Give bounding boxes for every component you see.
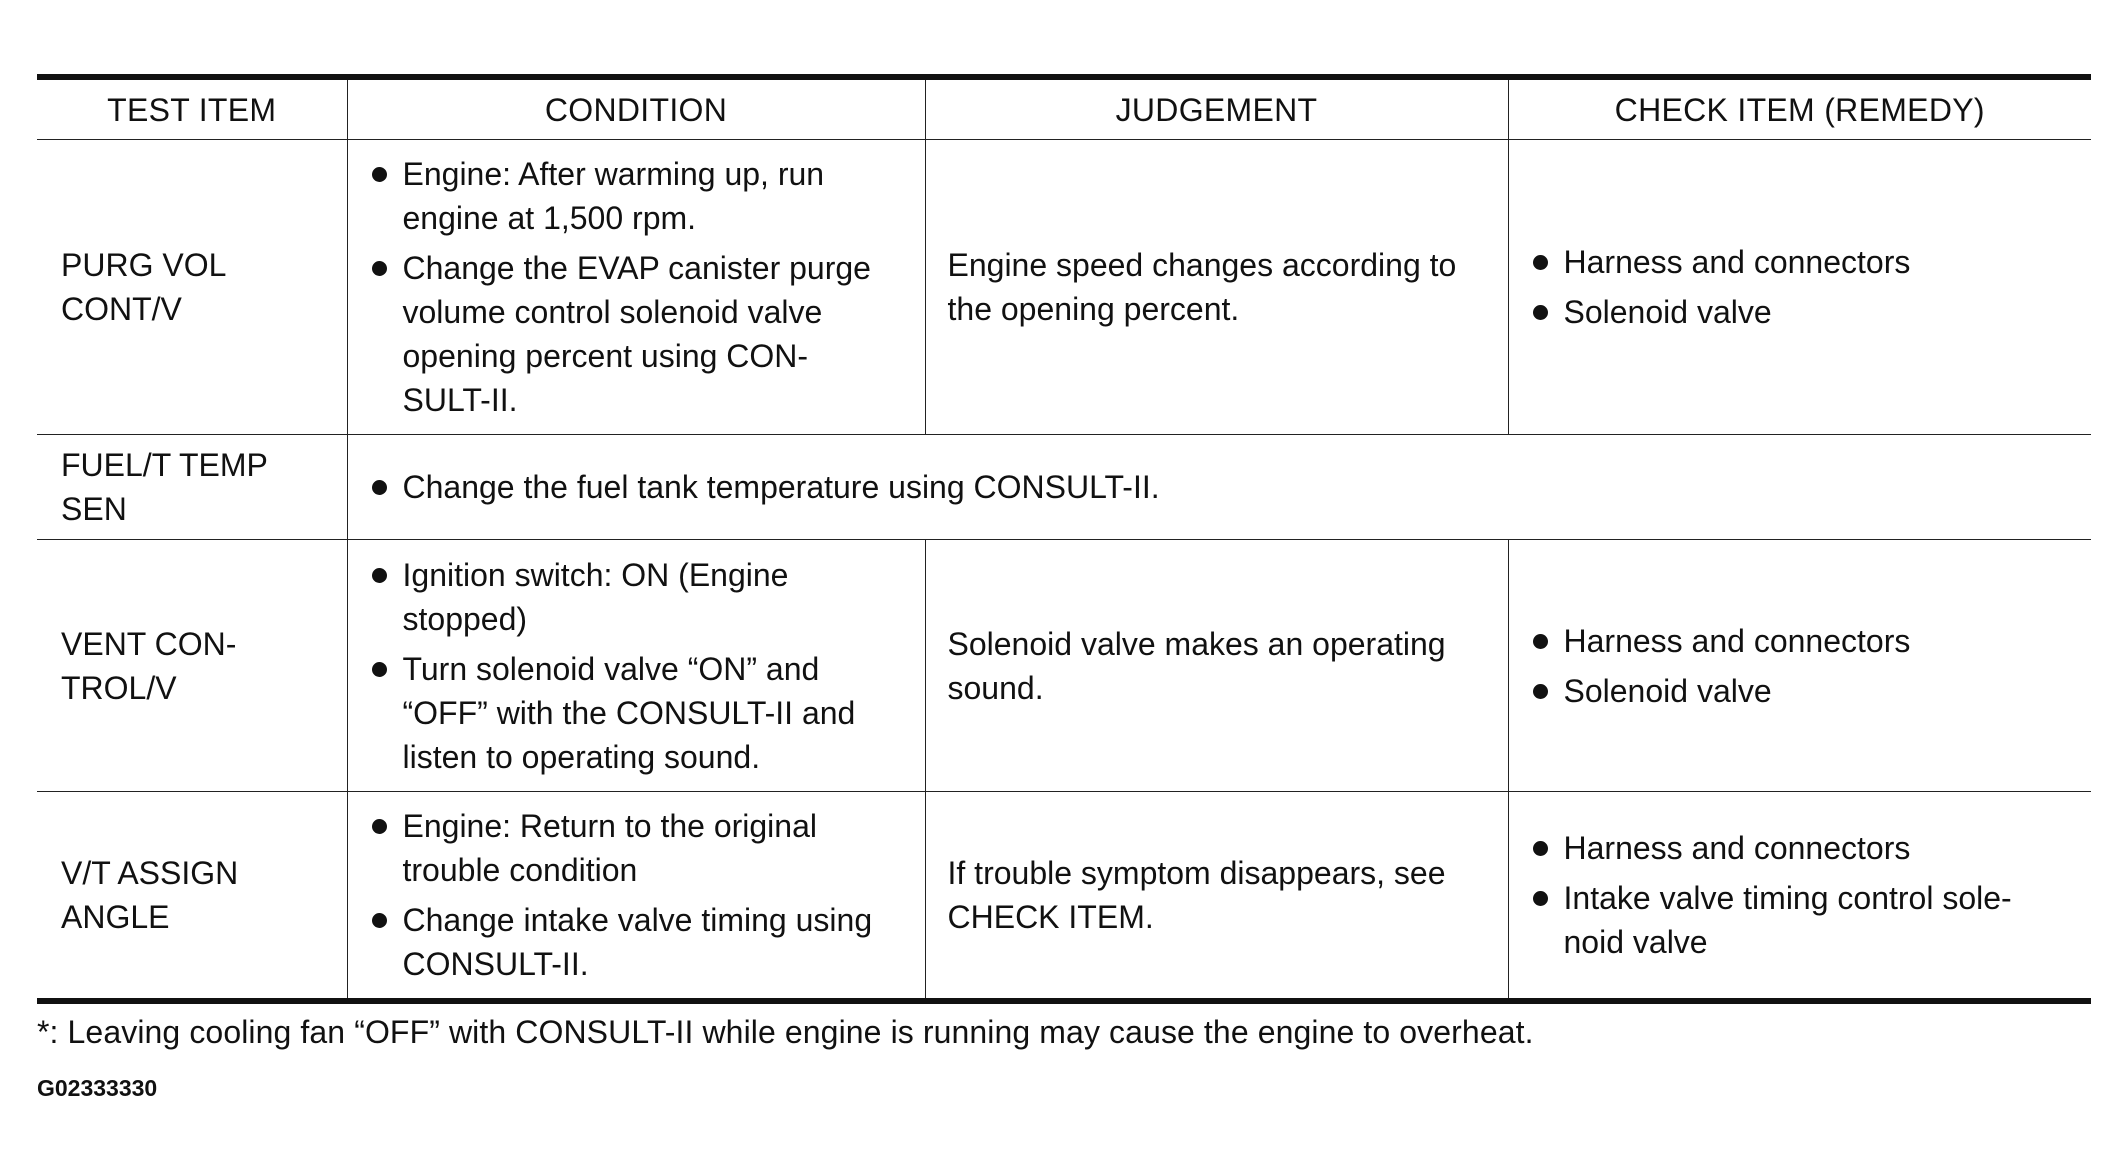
check-item-bullet bbox=[1531, 876, 2070, 964]
text-line: CONSULT-II. bbox=[402, 946, 589, 982]
check-item-bullet bbox=[1531, 619, 2070, 663]
text-line: Change the fuel tank temperature using CONSULT-II. bbox=[402, 469, 1160, 505]
test-item-cell bbox=[37, 540, 347, 792]
text-line: opening percent using CON- bbox=[402, 338, 809, 374]
text-line: Solenoid valve bbox=[1563, 672, 1772, 709]
text-line: If trouble symptom disappears, see bbox=[947, 855, 1446, 891]
condition-list bbox=[370, 804, 903, 986]
text-line: CHECK ITEM. bbox=[947, 899, 1154, 935]
text-line: “OFF” with the CONSULT-II and bbox=[402, 694, 856, 731]
check-item-bullet bbox=[1531, 290, 2070, 334]
test-item-cell bbox=[37, 140, 347, 435]
test-item-cell bbox=[37, 792, 347, 1002]
check-item-bullet bbox=[1531, 240, 2070, 284]
check-item-cell bbox=[1508, 540, 2091, 792]
text-line: Change intake valve timing using bbox=[402, 902, 873, 938]
test-item-line: SEN bbox=[61, 491, 127, 527]
condition-bullet bbox=[370, 804, 903, 892]
figure-id: G02333330 bbox=[37, 1075, 158, 1101]
table-row bbox=[37, 140, 2091, 435]
text-line: Change the EVAP canister purge bbox=[402, 250, 871, 286]
condition-bullet bbox=[370, 246, 903, 422]
text-line: Solenoid valve bbox=[1563, 294, 1772, 330]
table-header-row bbox=[37, 77, 2091, 140]
text-line: noid valve bbox=[1563, 924, 1708, 960]
judgement-cell bbox=[925, 140, 1508, 435]
condition-bullet bbox=[370, 553, 903, 641]
text-line: Engine: Return to the original bbox=[402, 808, 817, 844]
text-line: engine at 1,500 rpm. bbox=[402, 200, 697, 236]
text-line: trouble condition bbox=[402, 852, 638, 888]
text-line: Engine: After warming up, run bbox=[402, 156, 825, 192]
test-item-line: VENT CON- bbox=[61, 625, 237, 662]
judgement-cell bbox=[925, 792, 1508, 1002]
condition-bullet bbox=[370, 647, 903, 779]
test-item-line: V/T ASSIGN bbox=[61, 855, 239, 891]
text-line: Harness and connectors bbox=[1563, 622, 1911, 659]
test-item-line: FUEL/T TEMP bbox=[61, 447, 268, 483]
text-line: stopped) bbox=[402, 600, 528, 637]
check-item-cell bbox=[1508, 792, 2091, 1002]
text-line: the opening percent. bbox=[947, 291, 1240, 327]
condition-cell bbox=[347, 540, 925, 792]
condition-cell-merged bbox=[347, 435, 2091, 540]
condition-bullet bbox=[370, 465, 2070, 509]
test-item-line: TROL/V bbox=[61, 669, 177, 706]
diagnostic-table-container bbox=[37, 74, 2091, 1004]
text-line: Engine speed changes according to bbox=[947, 247, 1457, 283]
condition-cell bbox=[347, 140, 925, 435]
check-item-list bbox=[1531, 826, 2070, 964]
table-footnote: *: Leaving cooling fan “OFF” with CONSULT-II while engine is running may cause the engine to overheat. bbox=[37, 1014, 1534, 1050]
judgement-cell bbox=[925, 540, 1508, 792]
text-line: Ignition switch: ON (Engine bbox=[402, 556, 789, 593]
header-check-item: CHECK ITEM (REMEDY) bbox=[1508, 77, 2091, 140]
table-row bbox=[37, 792, 2091, 1002]
test-item-line: ANGLE bbox=[61, 899, 170, 935]
condition-list bbox=[370, 553, 903, 779]
header-judgement: JUDGEMENT bbox=[925, 77, 1508, 140]
text-line: Intake valve timing control sole- bbox=[1563, 880, 2012, 916]
test-item-line: PURG VOL bbox=[61, 247, 227, 283]
condition-bullet bbox=[370, 898, 903, 986]
text-line: sound. bbox=[947, 669, 1044, 706]
text-line: Harness and connectors bbox=[1563, 830, 1911, 866]
header-test-item: TEST ITEM bbox=[37, 77, 347, 140]
table-row bbox=[37, 435, 2091, 540]
condition-list bbox=[370, 152, 903, 422]
text-line: listen to operating sound. bbox=[402, 738, 761, 775]
text-line: SULT-II. bbox=[402, 382, 518, 418]
check-item-bullet bbox=[1531, 826, 2070, 870]
text-line: Solenoid valve makes an operating bbox=[947, 625, 1446, 662]
test-item-cell bbox=[37, 435, 347, 540]
header-condition: CONDITION bbox=[347, 77, 925, 140]
active-test-table bbox=[37, 74, 2091, 1004]
condition-cell bbox=[347, 792, 925, 1002]
text-line: Harness and connectors bbox=[1563, 244, 1911, 280]
check-item-list bbox=[1531, 240, 2070, 334]
condition-bullet bbox=[370, 152, 903, 240]
text-line: volume control solenoid valve bbox=[402, 294, 823, 330]
table-row bbox=[37, 540, 2091, 792]
test-item-line: CONT/V bbox=[61, 291, 182, 327]
check-item-cell bbox=[1508, 140, 2091, 435]
check-item-bullet bbox=[1531, 669, 2070, 713]
text-line: Turn solenoid valve “ON” and bbox=[402, 650, 820, 687]
condition-list bbox=[370, 465, 2070, 509]
check-item-list bbox=[1531, 619, 2070, 713]
